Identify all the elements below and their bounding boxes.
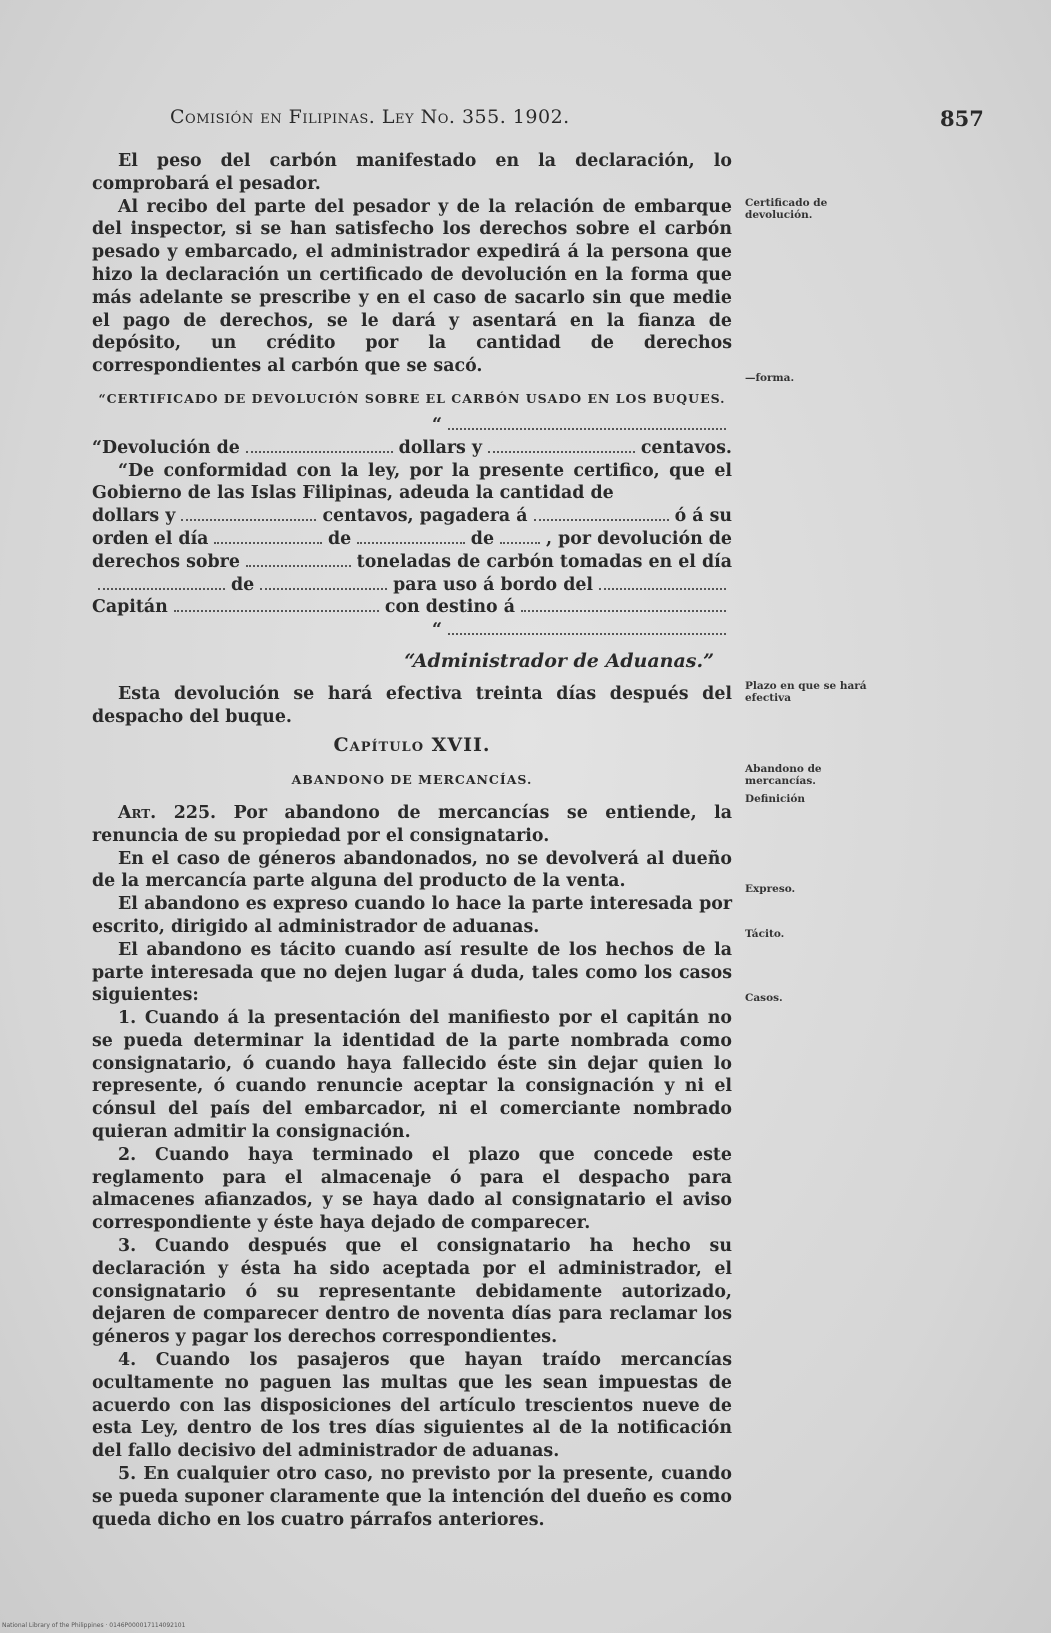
running-head: Comisión en Filipinas. Ley No. 355. 1902. xyxy=(170,106,570,128)
paragraph-receipt: Al recibo del parte del pesador y de la relación de embarque del inspector, si se han satisfecho los derechos sobre el carbón pesado y embarcado, el administrador expedirá á la persona que hizo la declaración un certificado de devolución en la forma que más adelante se prescribe y en el caso de sacarlo sin que medie el pago de derechos, se le dará y asentará en la fianza de depósito, un crédito por la cantidad de derechos correspondientes al carbón que se sacó. xyxy=(92,196,732,377)
chapter-title: Capítulo XVII. xyxy=(333,734,491,757)
text: derechos sobre xyxy=(92,551,240,572)
margin-note-casos: Casos. xyxy=(745,992,783,1004)
article-225 xyxy=(92,802,732,848)
margin-note-abandono: Abandono de mercancías. xyxy=(745,763,822,787)
body-column xyxy=(92,150,732,1531)
text: ó á su xyxy=(674,506,733,527)
certificate-line-1 xyxy=(92,437,732,460)
certificate-body: “De conformidad con la ley, por la presente certifico, que el Gobierno de las Islas Filipinas, adeuda la cantidad de xyxy=(92,460,732,504)
margin-note-expreso: Expreso. xyxy=(745,883,796,895)
text: centavos. xyxy=(640,437,732,458)
blank-field xyxy=(448,633,726,635)
case-2: 2. Cuando haya terminado el plazo que concede este reglamento para el almacenaje ó para el despacho para almacenes afianzados, y se haya dado al consignatario el aviso correspondiente y éste haya dejado de comparecer. xyxy=(92,1144,732,1234)
text: toneladas de carbón tomadas en el día xyxy=(356,551,732,572)
text: centavos, pagadera á xyxy=(322,506,528,527)
blank-field xyxy=(181,519,316,521)
blank-field xyxy=(260,588,387,590)
page-number: 857 xyxy=(940,106,984,131)
text: orden el día xyxy=(92,528,209,549)
text: con destino á xyxy=(384,597,515,618)
blank-field xyxy=(448,428,726,430)
certificate-heading: “CERTIFICADO DE DEVOLUCIÓN SOBRE EL CARBÓN USADO EN LOS BUQUES. xyxy=(98,390,726,406)
text: de xyxy=(328,528,352,549)
case-3: 3. Cuando después que el consignatario ha hecho su declaración y ésta ha sido aceptada por el administrador, el consignatario ó su representante debidamente autorizado, dejaren de comparecer dentro de noventa días para reclamar los géneros y pagar los derechos correspondientes. xyxy=(92,1236,732,1348)
text: dollars y xyxy=(92,506,176,527)
paragraph-weight: El peso del carbón manifestado en la declaración, lo comprobará el pesador. xyxy=(92,151,732,194)
blank-field xyxy=(521,610,726,612)
text: para uso á bordo del xyxy=(393,574,594,595)
blank-field xyxy=(98,588,225,590)
blank-field xyxy=(488,451,635,453)
article-label: Art. 225. xyxy=(118,802,217,823)
quote-mark: “ xyxy=(432,620,443,641)
text: Capitán xyxy=(92,597,168,618)
paragraph-tacit: El abandono es tácito cuando así resulte de los hechos de la parte interesada que no dejen lugar á duda, tales como los casos siguientes: xyxy=(92,939,732,1006)
certificate-line-4 xyxy=(92,528,732,551)
blank-field xyxy=(246,565,351,567)
text: de xyxy=(230,574,255,595)
margin-note-plazo: Plazo en que se hará efectiva xyxy=(745,680,867,704)
margin-note-forma: —forma. xyxy=(745,372,795,384)
certificate-line-6 xyxy=(92,574,732,597)
blank-field xyxy=(534,519,669,521)
section-title: ABANDONO DE MERCANCÍAS. xyxy=(291,772,533,788)
certificate-line-7 xyxy=(92,596,732,619)
paragraph-abandoned-goods: En el caso de géneros abandonados, no se devolverá al dueño de la mercancía parte alguna del producto de la venta. xyxy=(92,848,732,892)
certificate-line-5 xyxy=(92,551,732,574)
blank-field xyxy=(174,610,379,612)
certificate-signature: “Administrador de Aduanas.” xyxy=(404,649,714,672)
margin-note-certificado: Certificado de devolución. xyxy=(745,197,828,221)
blank-field xyxy=(214,542,322,544)
certificate-line-3 xyxy=(92,505,732,528)
margin-note-definicion: Definición xyxy=(745,793,806,805)
blank-field xyxy=(599,588,726,590)
text: dollars y xyxy=(398,437,483,458)
certificate-closing-line xyxy=(92,619,732,642)
text: , por devolución de xyxy=(546,528,732,549)
margin-note-tacito: Tácito. xyxy=(745,928,785,940)
paragraph-effective: Esta devolución se hará efectiva treinta días después del despacho del buque. xyxy=(92,683,732,727)
article-text: Por abandono de mercancías se entiende, la renuncia de su propiedad por el consignatario. xyxy=(92,802,732,846)
case-5: 5. En cualquier otro caso, no previsto por la presente, cuando se pueda suponer claramente que la intención del dueño es como queda dicho en los cuatro párrafos anteriores. xyxy=(92,1464,732,1530)
text: “Devolución de xyxy=(92,437,240,458)
case-1: 1. Cuando á la presentación del manifiesto por el capitán no se pueda determinar la identidad de la parte nombrada como consignatario, ó cuando haya fallecido éste sin dejar quien lo represente, ó cuando renuncie aceptar la consignación y ni el cónsul del país del embarcador, ni el comerciante nombrado quieran admitir la consignación. xyxy=(92,1008,732,1143)
case-4: 4. Cuando los pasajeros que hayan traído mercancías ocultamente no paguen las multas que les sean impuestas de acuerdo con las disposiciones del artículo trescientos nueve de esta Ley, dentro de los tres días siguientes al de la notificación del fallo decisivo del administrador de aduanas. xyxy=(92,1350,732,1462)
quote-mark: “ xyxy=(432,414,443,435)
certificate-date-line xyxy=(92,414,732,437)
blank-field xyxy=(500,542,540,544)
blank-field xyxy=(357,542,465,544)
blank-field xyxy=(246,451,393,453)
text: de xyxy=(470,528,495,549)
paragraph-express: El abandono es expreso cuando lo hace la parte interesada por escrito, dirigido al administrador de aduanas. xyxy=(92,894,732,937)
library-footer: National Library of the Philippines · 0146P000017114092101 xyxy=(2,1622,186,1629)
